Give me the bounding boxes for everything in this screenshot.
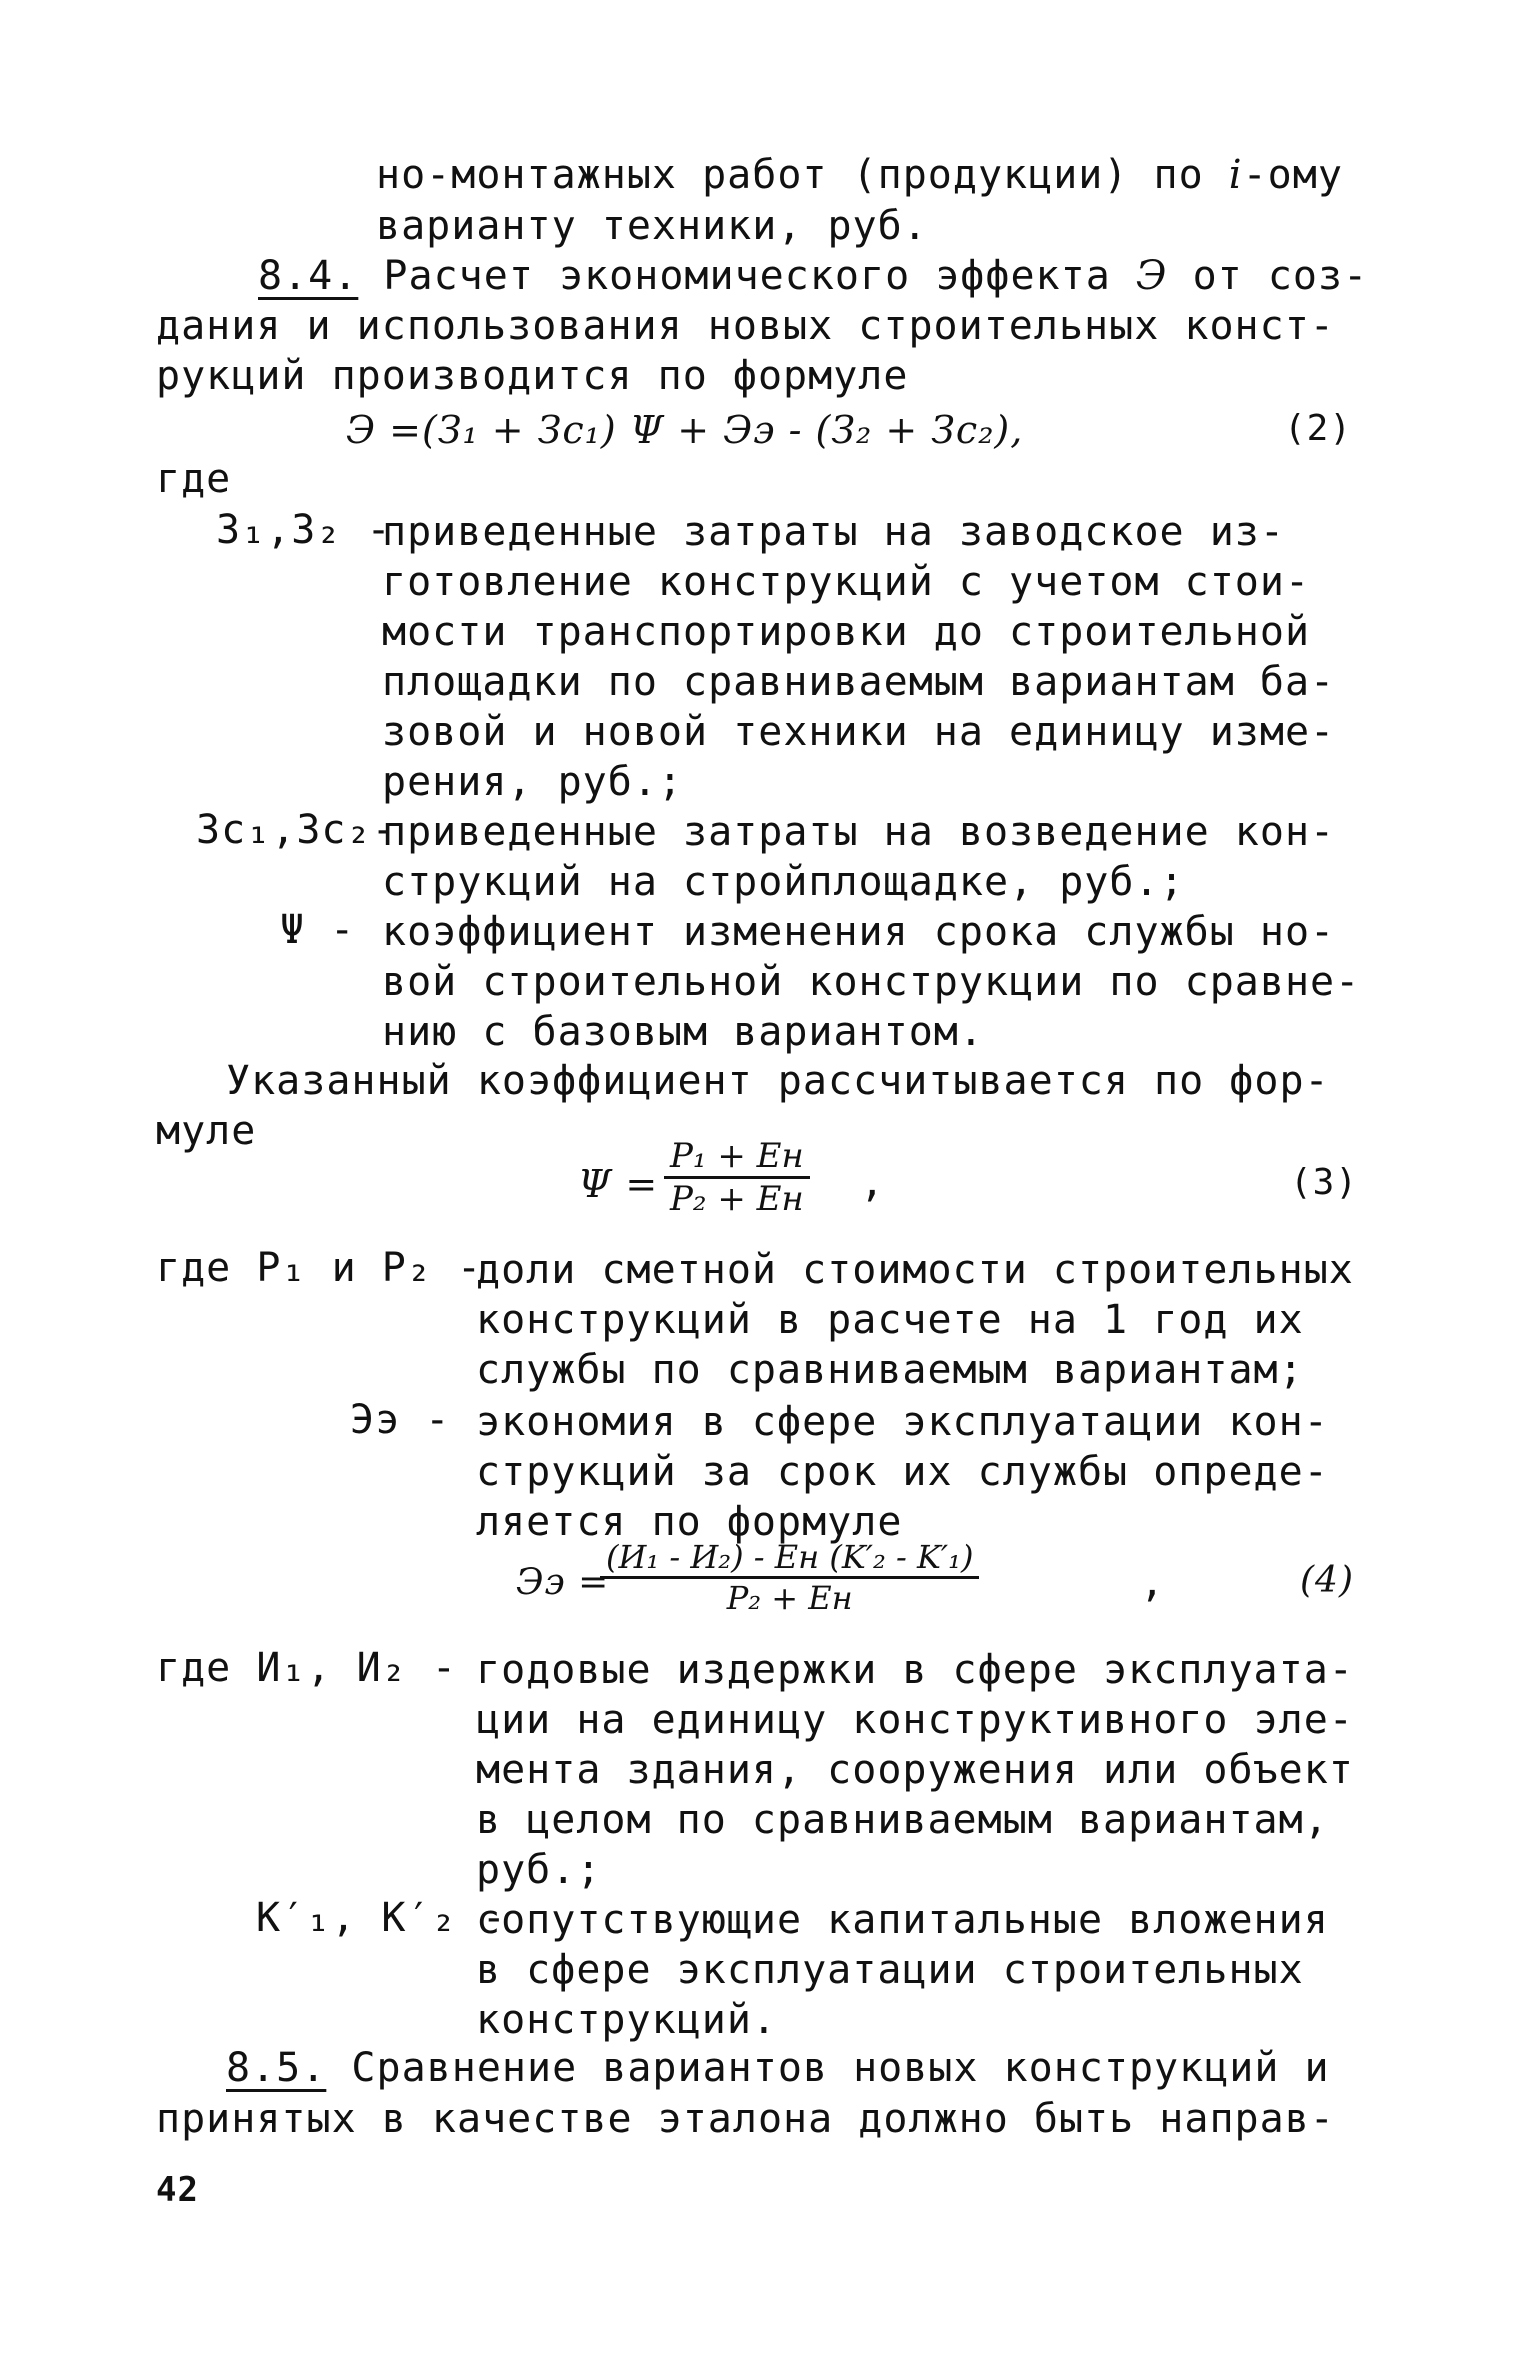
formula-number: (2): [1284, 408, 1353, 449]
index-symbol: i: [1228, 152, 1243, 198]
definition-symbol: Ээ -: [350, 1397, 451, 1443]
definition-text: годовые издержки в сфере эксплуата- ции на единицу конструктивного эле- мента здания, сооружения или объект в целом по сравниваемым вариантам, руб.;: [476, 1647, 1354, 1893]
formula-4-lhs: Ээ =: [516, 1562, 610, 1603]
definition-symbol: Зс₁,Зс₂-: [196, 807, 397, 853]
formula-2: Э =(З₁ + Зс₁) Ψ + Ээ - (З₂ + Зс₂),: [346, 408, 1024, 452]
definition-text: экономия в сфере эксплуатации кон- струкций за срок их службы опреде- ляется по формуле: [476, 1399, 1329, 1545]
formula-3-fraction: [664, 1136, 810, 1219]
definition-symbol: K′₁, K′₂ -: [256, 1895, 507, 1941]
formula-number: (3): [1290, 1162, 1359, 1203]
text-line: но-монтажных работ (продукции) по i-ому: [376, 152, 1343, 198]
text-line: варианту техники, руб.: [376, 203, 928, 249]
fraction-numerator: (И₁ - И₂) - Eн (K′₂ - K′₁): [600, 1538, 979, 1579]
definition-symbol: Ψ -: [280, 907, 356, 953]
formula-comma: ,: [860, 1160, 886, 1206]
definition-text: коэффициент изменения срока службы но- вой строительной конструкции по сравне- нию с базовым вариантом.: [382, 909, 1361, 1055]
paragraph-8-4-line-1: 8.4. Расчет экономического эффекта Э от соз-: [258, 253, 1369, 299]
fraction-denominator: P₂ + Eн: [670, 1179, 804, 1219]
where-label: где: [156, 456, 232, 502]
text-line: Указанный коэффициент рассчитывается по фор-: [226, 1058, 1330, 1104]
definition-text: сопутствующие капитальные вложения в сфере эксплуатации строительных конструкций.: [476, 1897, 1329, 2043]
section-number: 8.5.: [226, 2045, 327, 2091]
text-line: дания и использования новых строительных конст-: [156, 303, 1335, 349]
section-number: 8.4.: [258, 253, 359, 299]
fraction-denominator: P₂ + Eн: [726, 1579, 853, 1617]
text-line: муле: [156, 1108, 257, 1154]
definition-symbol: где P₁ и P₂ -: [156, 1245, 483, 1291]
formula-number: (4): [1300, 1560, 1354, 1601]
page-number: 42: [156, 2170, 199, 2210]
definition-text: доли сметной стоимости строительных конструкций в расчете на 1 год их службы по сравниваемым вариантам;: [476, 1247, 1354, 1393]
definition-symbol: где И₁, И₂ -: [156, 1645, 457, 1691]
paragraph-8-5-line-1: 8.5. Сравнение вариантов новых конструкций и: [226, 2045, 1330, 2091]
definition-symbol: З₁,З₂ -: [216, 507, 392, 553]
formula-4-fraction: [600, 1538, 979, 1617]
text-line: рукций производится по формуле: [156, 353, 909, 399]
formula-3-lhs: Ψ =: [578, 1162, 659, 1206]
definition-text: приведенные затраты на заводское из- готовление конструкций с учетом стои- мости транспортировки до строительной площадки по сравниваемым вариантам ба- зовой и новой техники на единицу изме- рения, руб.;: [382, 509, 1336, 805]
fraction-numerator: P₁ + Eн: [664, 1136, 810, 1179]
formula-comma: ,: [1140, 1560, 1166, 1606]
definition-text: приведенные затраты на возведение кон- струкций на стройплощадке, руб.;: [382, 809, 1336, 905]
text-line: принятых в качестве эталона должно быть направ-: [156, 2096, 1335, 2142]
